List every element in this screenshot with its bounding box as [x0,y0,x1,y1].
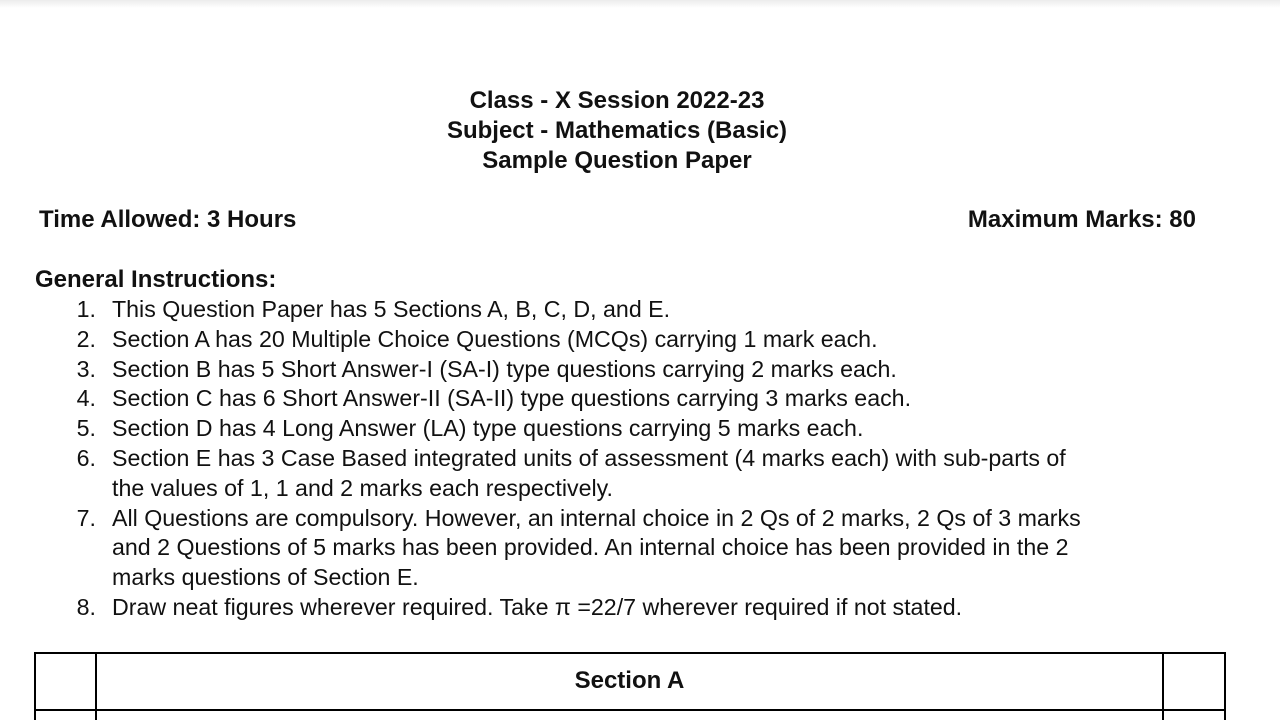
section-title: Section A [574,667,685,694]
instruction-item [0,504,1240,593]
instruction-number: 7. [76,504,96,531]
instruction-item [0,325,1240,355]
instruction-text: the values of 1, 1 and 2 marks each respectively. [112,474,613,501]
instruction-item [0,444,1240,504]
instructions-heading: General Instructions: [35,266,277,293]
subject-title: Subject - Mathematics (Basic) [446,117,788,144]
instruction-text: Section E has 3 Case Based integrated units of assessment (4 marks each) with sub-parts of [112,444,1066,471]
instruction-text: Section B has 5 Short Answer-I (SA-I) type questions carrying 2 marks each. [112,355,897,382]
instruction-text: Section A has 20 Multiple Choice Questions (MCQs) carrying 1 mark each. [112,325,878,352]
instruction-number: 1. [76,296,96,322]
instruction-number: 3. [76,355,96,382]
instruction-text: This Question Paper has 5 Sections A, B, C, D, and E. [112,296,671,322]
instruction-text: All Questions are compulsory. However, an internal choice in 2 Qs of 2 marks, 2 Qs of 3 marks [112,504,1081,531]
class-session-title: Class - X Session 2022-23 [469,87,765,114]
instruction-text: and 2 Questions of 5 marks has been provided. An internal choice has been provided in the 2 [112,534,1069,561]
top-edge-shadow [0,0,1280,8]
paper-type-title: Sample Question Paper [482,147,752,174]
instruction-item [0,295,1240,325]
instruction-text: Section C has 6 Short Answer-II (SA-II) type questions carrying 3 marks each. [112,385,912,412]
instruction-text: Draw neat figures wherever required. Take π =22/7 wherever required if not stated. [112,593,963,620]
time-allowed: Time Allowed: 3 Hours [39,206,297,233]
instruction-text: Section D has 4 Long Answer (LA) type questions carrying 5 marks each. [112,415,864,442]
section-a-table [34,652,1226,720]
instructions-list [0,295,1240,623]
instruction-item [0,414,1240,444]
instruction-number: 8. [76,593,96,620]
instruction-number: 6. [76,444,96,471]
table-row-divider [36,709,1224,711]
instruction-item [0,593,1240,623]
instruction-number: 2. [76,325,96,352]
paper-title-block [0,86,1234,176]
instruction-item [0,355,1240,385]
instruction-number: 5. [76,415,96,442]
instruction-number: 4. [76,385,96,412]
maximum-marks: Maximum Marks: 80 [967,206,1196,233]
instruction-item [0,384,1240,414]
instruction-text: marks questions of Section E. [112,564,419,591]
